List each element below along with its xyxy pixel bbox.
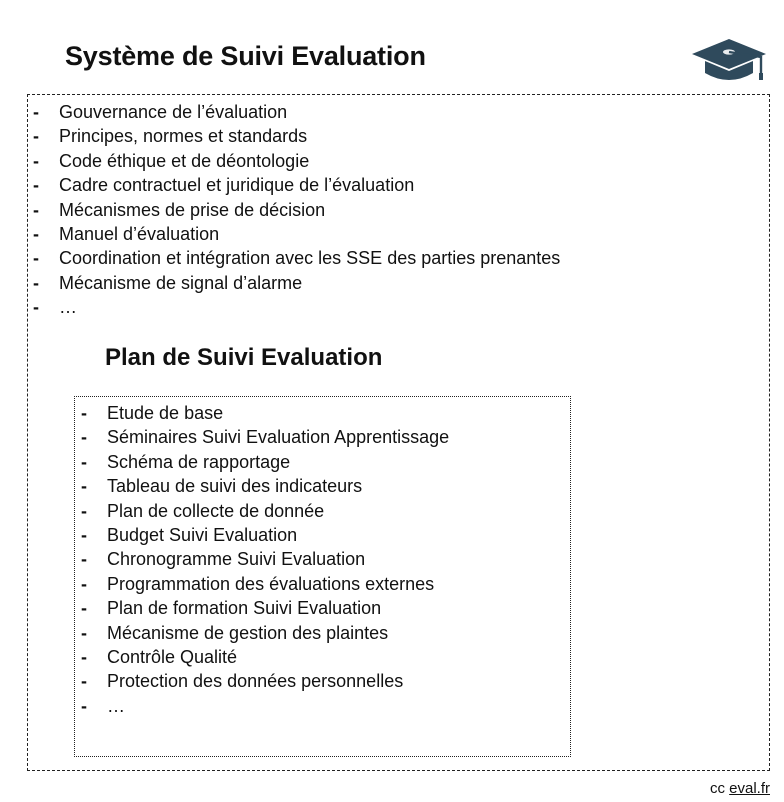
bullet-dash: - xyxy=(81,524,87,545)
list-item xyxy=(33,222,560,246)
bullet-dash: - xyxy=(81,451,87,472)
list-item xyxy=(33,246,560,270)
list-item-label: Coordination et intégration avec les SSE des parties prenantes xyxy=(59,248,561,269)
credit xyxy=(710,780,770,797)
list-item-label: Plan de formation Suivi Evaluation xyxy=(107,598,382,619)
diagram-title: Système de Suivi Evaluation xyxy=(65,41,426,71)
bullet-dash: - xyxy=(81,671,87,692)
list-item xyxy=(81,694,449,718)
bullet-dash: - xyxy=(33,199,39,220)
list-item-label: Mécanismes de prise de décision xyxy=(59,199,326,220)
credit-prefix: cc xyxy=(709,780,725,797)
list-item-label: Principes, normes et standards xyxy=(59,126,308,147)
list-item xyxy=(81,621,449,645)
bullet-dash: - xyxy=(81,646,87,667)
list-item-label: Plan de collecte de donnée xyxy=(107,500,325,521)
bullet-dash: - xyxy=(81,622,87,643)
list-item xyxy=(81,547,449,571)
list-item-label: … xyxy=(59,297,77,318)
list-item-label: Gouvernance de l’évaluation xyxy=(59,102,288,122)
list-item-label: Budget Suivi Evaluation xyxy=(107,524,298,545)
list-item-label: Chronogramme Suivi Evaluation xyxy=(107,549,366,570)
graduation-cap-icon xyxy=(691,37,767,82)
bullet-dash: - xyxy=(33,223,39,244)
bullet-dash: - xyxy=(33,150,39,171)
list-item xyxy=(33,149,560,173)
bullet-dash: - xyxy=(81,427,87,448)
list-item xyxy=(81,669,449,693)
bullet-dash: - xyxy=(81,476,87,497)
bullet-dash: - xyxy=(33,102,39,122)
list-item xyxy=(33,198,560,222)
list-item xyxy=(33,100,560,124)
bullet-dash: - xyxy=(81,598,87,619)
list-item xyxy=(81,499,449,523)
bullet-dash: - xyxy=(33,248,39,269)
list-item-label: Contrôle Qualité xyxy=(107,646,238,667)
list-item xyxy=(81,450,449,474)
list-item xyxy=(33,271,560,295)
list-item-label: Programmation des évaluations externes xyxy=(107,573,435,594)
list-item-label: Mécanisme de gestion des plaintes xyxy=(107,622,389,643)
list-item xyxy=(81,474,449,498)
bullet-dash: - xyxy=(33,175,39,196)
list-item xyxy=(81,645,449,669)
outer-list xyxy=(33,100,560,320)
list-item-label: Code éthique et de déontologie xyxy=(59,150,310,171)
list-item-label: Cadre contractuel et juridique de l’évaluation xyxy=(59,175,415,196)
list-item xyxy=(81,425,449,449)
bullet-dash: - xyxy=(81,695,87,716)
bullet-dash: - xyxy=(33,126,39,147)
list-item-label: … xyxy=(107,695,125,716)
list-item-label: Schéma de rapportage xyxy=(107,451,291,472)
bullet-dash: - xyxy=(33,297,39,318)
section-title: Plan de Suivi Evaluation xyxy=(105,344,383,371)
bullet-dash: - xyxy=(81,403,87,423)
list-item-label: Mécanisme de signal d’alarme xyxy=(59,272,303,293)
list-item-label: Manuel d’évaluation xyxy=(59,223,220,244)
credit-link[interactable]: eval.fr xyxy=(729,780,770,797)
list-item xyxy=(33,295,560,319)
list-item xyxy=(81,523,449,547)
bullet-dash: - xyxy=(81,500,87,521)
list-item xyxy=(81,596,449,620)
list-item xyxy=(81,572,449,596)
list-item xyxy=(33,173,560,197)
list-item-label: Protection des données personnelles xyxy=(107,671,404,692)
list-item-label: Etude de base xyxy=(107,403,224,423)
bullet-dash: - xyxy=(33,272,39,293)
list-item-label: Tableau de suivi des indicateurs xyxy=(107,476,363,497)
list-item-label: Séminaires Suivi Evaluation Apprentissage xyxy=(107,427,450,448)
bullet-dash: - xyxy=(81,573,87,594)
list-item xyxy=(81,401,449,425)
bullet-dash: - xyxy=(81,549,87,570)
inner-list xyxy=(81,401,449,718)
list-item xyxy=(33,124,560,148)
